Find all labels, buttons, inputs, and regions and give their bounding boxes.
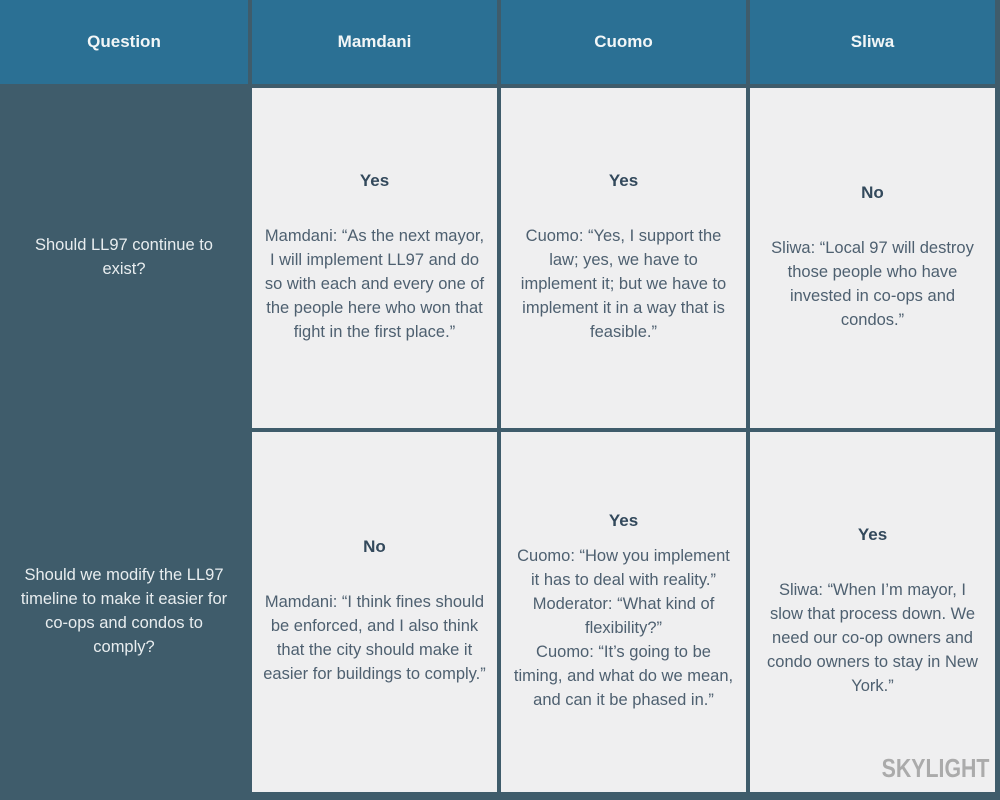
answer-cell-mamdani-row2: [252, 432, 497, 792]
quote-text: Sliwa: “When I’m mayor, I slow that process down. We need our co-op owners and condo owners to stay in New York.”: [767, 581, 978, 695]
quote-text: Mamdani: “As the next mayor, I will implement LL97 and do so with each and every one of the people here who won that fight in the first place.”: [264, 227, 485, 341]
question-cell-row1: Should LL97 continue to exist?: [0, 88, 248, 428]
quote-text: Sliwa: “Local 97 will destroy those people who have invested in co-ops and condos.”: [771, 239, 974, 329]
column-header-sliwa: Sliwa: [750, 0, 995, 84]
verdict-label: Yes: [608, 171, 639, 191]
quote-text: Moderator: “What kind of flexibility?”: [532, 595, 715, 638]
answer-cell-sliwa-row1: [750, 88, 995, 428]
quote-text: Mamdani: “I think fines should be enforced, and I also think that the city should make it easier for buildings to comply.”: [263, 593, 486, 683]
answer-cell-cuomo-row2: [501, 432, 746, 792]
column-header-mamdani: Mamdani: [252, 0, 497, 84]
quote-text: Cuomo: “How you implement it has to deal with reality.”: [517, 547, 730, 590]
verdict-label: Yes: [857, 525, 888, 545]
column-header-cuomo: Cuomo: [501, 0, 746, 84]
skylight-watermark: SKYLIGHT: [881, 753, 989, 783]
quote-text: Cuomo: “It’s going to be timing, and what do we mean, and can it be phased in.”: [513, 642, 734, 709]
answer-cell-sliwa-row2: [750, 432, 995, 792]
verdict-label: Yes: [359, 171, 390, 191]
verdict-label: Yes: [608, 511, 639, 531]
answer-cell-cuomo-row1: [501, 88, 746, 428]
answer-cell-mamdani-row1: [252, 88, 497, 428]
verdict-label: No: [861, 183, 884, 203]
quote-text: Cuomo: “Yes, I support the law; yes, we have to implement it; but we have to implement it in a way that is feasible.”: [520, 227, 727, 341]
column-header-question: Question: [0, 0, 248, 84]
question-cell-row2: Should we modify the LL97 timeline to make it easier for co-ops and condos to comply?: [0, 432, 248, 792]
verdict-label: No: [363, 537, 386, 557]
